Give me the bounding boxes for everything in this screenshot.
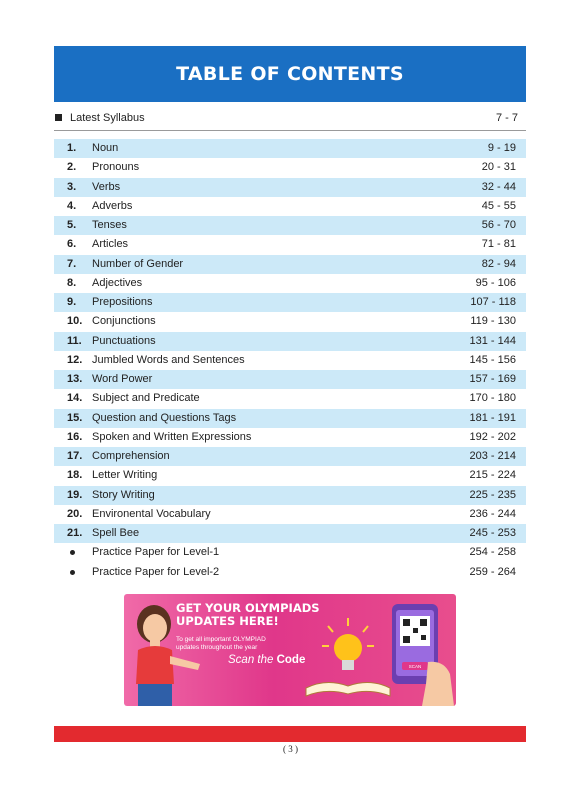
toc-row[interactable] [54,486,526,505]
toc-row[interactable] [54,505,526,524]
chapter-title: Environental Vocabulary [92,507,211,520]
chapter-pages: 107 - 118 [470,296,516,308]
chapter-number: 5. [67,219,77,231]
chapter-title: Letter Writing [92,469,158,482]
chapter-title: Conjunctions [92,315,156,328]
chapter-pages: 71 - 81 [481,238,516,251]
chapter-number: 18. [67,469,83,482]
chapter-pages: 225 - 235 [469,488,516,501]
chapter-pages: 56 - 70 [481,219,516,231]
scan-text-part-1: Scan the [228,654,277,666]
scan-the-code-text [228,654,305,666]
practice-pages: 254 - 258 [469,546,516,559]
lightbulb-book-icon [302,616,394,700]
chapter-number: 11. [67,334,82,347]
toc-row[interactable] [54,389,526,408]
chapter-pages: 32 - 44 [481,180,516,193]
chapter-number: 17. [67,450,83,462]
chapter-number: 16. [67,430,83,443]
toc-row[interactable] [54,178,526,197]
toc-list [54,139,526,582]
banner-headline-line-2: UPDATES HERE! [176,614,279,628]
chapter-pages: 119 - 130 [470,315,516,328]
chapter-number: 6. [67,238,77,251]
chapter-title: Word Power [92,373,153,385]
chapter-title: Subject and Predicate [92,392,200,405]
chapter-pages: 245 - 253 [469,527,516,539]
toc-row[interactable] [54,332,526,351]
chapter-pages: 82 - 94 [481,257,516,270]
banner-subtext-line-1: To get all important OLYMPIAD [176,636,266,643]
chapter-title: Noun [92,142,119,154]
toc-row[interactable] [54,370,526,389]
scan-text-part-2: Code [276,654,306,666]
chapter-pages: 192 - 202 [469,430,516,443]
chapter-title: Comprehension [92,450,170,462]
square-bullet-icon [55,114,62,121]
chapter-title: Number of Gender [92,257,184,270]
chapter-pages: 203 - 214 [469,450,516,462]
toc-row[interactable] [54,351,526,370]
toc-row[interactable] [54,466,526,485]
toc-row[interactable] [54,235,526,254]
toc-row[interactable] [54,216,526,235]
toc-row[interactable] [54,274,526,293]
chapter-number: 10. [67,315,83,328]
chapter-number: 20. [67,507,83,520]
toc-row[interactable] [54,312,526,331]
chapter-number: 8. [67,276,77,289]
chapter-pages: 145 - 156 [469,353,516,366]
practice-title: Practice Paper for Level-1 [92,546,220,559]
phone-qr-icon [388,602,456,706]
chapter-title: Spoken and Written Expressions [92,430,252,443]
toc-row[interactable] [54,139,526,158]
toc-row[interactable] [54,293,526,312]
chapter-title: Spell Bee [92,527,140,539]
chapter-number: 19. [67,488,83,501]
footer-bar [54,726,526,742]
chapter-title: Pronouns [92,161,140,174]
bullet-icon [70,550,75,555]
toc-row[interactable] [54,447,526,466]
chapter-title: Adverbs [92,199,133,212]
page-number: ( 3 ) [283,744,298,754]
chapter-pages: 9 - 19 [487,142,516,154]
phone-scan-button: SCAN [408,664,422,669]
chapter-title: Verbs [92,180,121,193]
chapter-title: Punctuations [92,334,156,347]
bullet-icon [70,570,75,575]
chapter-number: 1. [67,142,77,154]
toc-row[interactable] [54,428,526,447]
page-title: TABLE OF CONTENTS [176,63,404,85]
toc-row[interactable] [54,255,526,274]
chapter-number: 13. [67,373,83,385]
chapter-pages: 170 - 180 [469,392,516,405]
chapter-pages: 215 - 224 [469,469,516,482]
chapter-number: 9. [67,296,77,308]
latest-syllabus-row [54,110,526,131]
chapter-number: 7. [67,257,77,270]
chapter-number: 14. [67,392,83,405]
chapter-title: Jumbled Words and Sentences [92,353,245,366]
chapter-number: 15. [67,411,83,424]
chapter-number: 21. [67,527,83,539]
chapter-pages: 131 - 144 [469,334,516,347]
chapter-title: Adjectives [92,276,143,289]
practice-paper-row[interactable] [54,563,526,582]
toc-row[interactable] [54,524,526,543]
chapter-pages: 181 - 191 [469,411,516,424]
toc-row[interactable] [54,158,526,177]
toc-row[interactable] [54,197,526,216]
chapter-pages: 45 - 55 [481,199,516,212]
practice-title: Practice Paper for Level-2 [92,565,220,578]
chapter-title: Articles [92,238,129,251]
banner-subtext [176,636,266,652]
banner-subtext-line-2: updates throughout the year [176,644,258,651]
chapter-title: Tenses [92,219,127,231]
chapter-title: Question and Questions Tags [92,411,237,424]
practice-paper-row[interactable] [54,543,526,562]
chapter-number: 4. [67,199,77,212]
chapter-pages: 95 - 106 [475,276,516,289]
syllabus-pages: 7 - 7 [495,112,518,124]
chapter-number: 2. [67,161,77,174]
practice-pages: 259 - 264 [469,565,516,578]
banner-headline-line-1: GET YOUR OLYMPIADS [176,601,320,615]
chapter-pages: 157 - 169 [469,373,516,385]
chapter-title: Prepositions [92,296,153,308]
chapter-pages: 20 - 31 [481,161,516,174]
toc-row[interactable] [54,409,526,428]
chapter-number: 3. [67,180,77,193]
chapter-title: Story Writing [92,488,155,501]
syllabus-label: Latest Syllabus [70,112,145,124]
toc-header [54,46,526,102]
olympiad-promo-banner[interactable] [124,594,456,706]
chapter-number: 12. [67,353,83,366]
chapter-pages: 236 - 244 [469,507,516,520]
banner-headline [176,602,320,628]
